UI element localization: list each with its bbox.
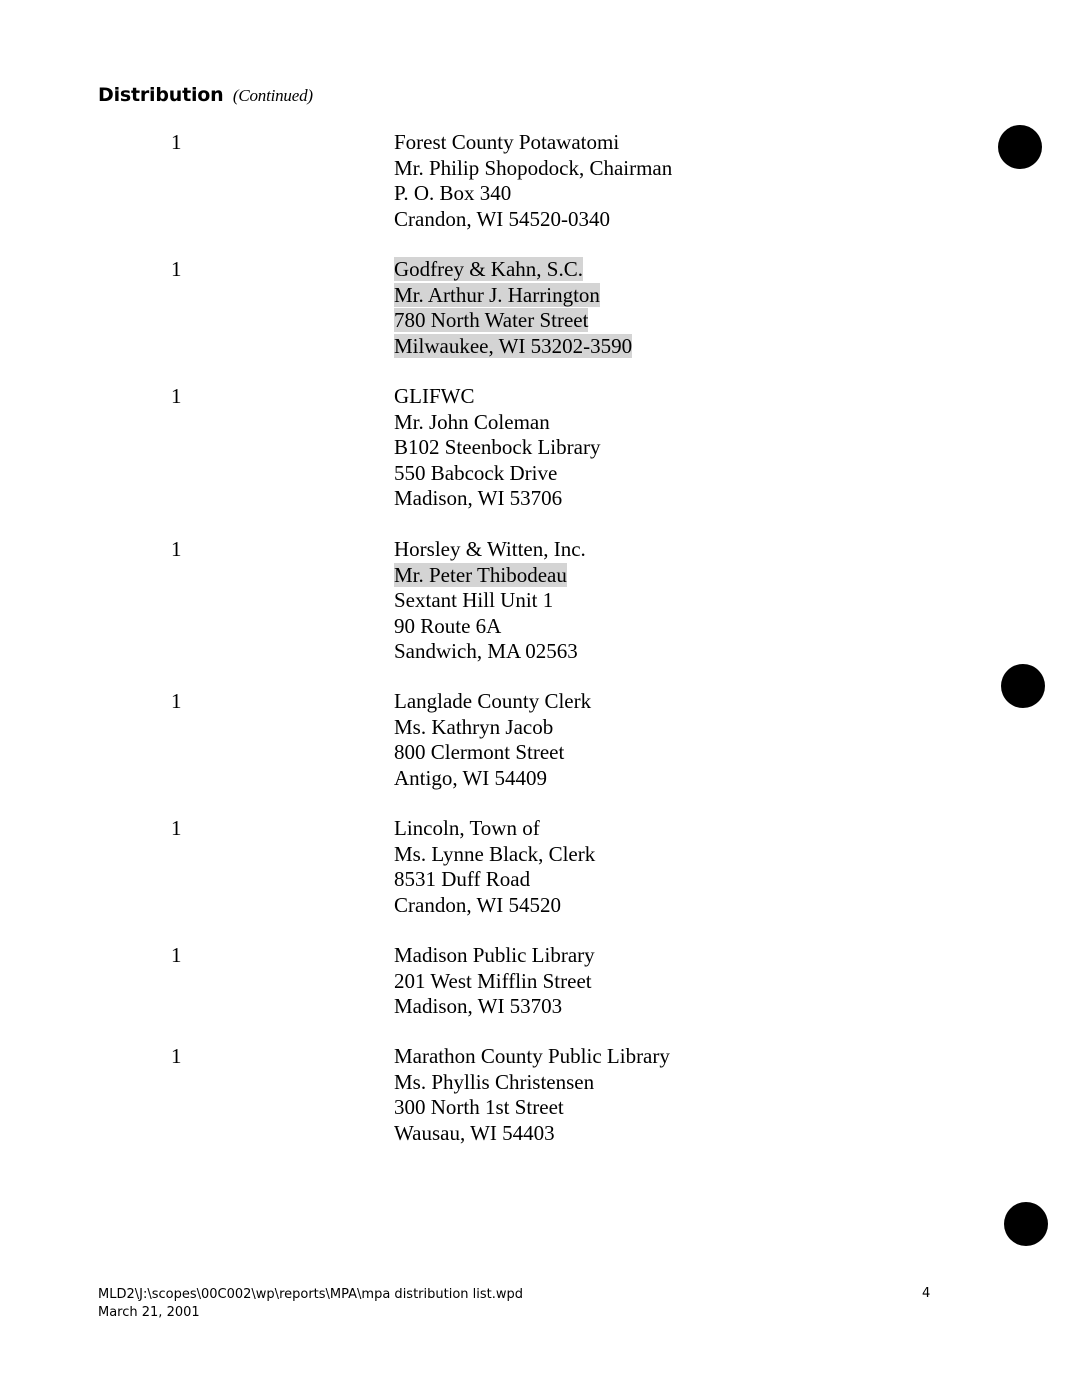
- footer: [98, 1286, 523, 1322]
- entry-quantity: 1: [171, 943, 182, 967]
- address-line-text: Ms. Phyllis Christensen: [394, 1069, 595, 1094]
- address-line: [394, 1044, 670, 1070]
- address-line-text: 780 North Water Street: [394, 308, 589, 332]
- address-line: [394, 130, 672, 156]
- entry-address: [394, 537, 586, 665]
- address-line: [394, 893, 595, 919]
- address-line-text: Ms. Lynne Black, Clerk: [394, 841, 596, 866]
- punch-hole-bottom: [1004, 1202, 1048, 1246]
- address-line-text: Mr. Arthur J. Harrington: [394, 282, 600, 307]
- address-line-text: 550 Babcock Drive: [394, 460, 558, 485]
- entry-address: [394, 130, 672, 232]
- address-line: [394, 181, 672, 207]
- address-line-text: Mr. Peter Thibodeau: [394, 562, 567, 587]
- entry-quantity: 1: [171, 689, 182, 713]
- address-line: [394, 994, 595, 1020]
- address-line: [394, 816, 595, 842]
- entry-address: [394, 384, 600, 512]
- address-line: [394, 207, 672, 233]
- section-heading: [98, 84, 313, 106]
- address-line: [394, 486, 600, 512]
- entry-quantity: 1: [171, 130, 182, 154]
- address-line-text: Madison, WI 53703: [394, 994, 563, 1018]
- entry-address: [394, 816, 595, 918]
- entry-quantity: 1: [171, 384, 182, 408]
- entry-address: [394, 689, 591, 791]
- address-line-text: Godfrey & Kahn, S.C.: [394, 257, 583, 281]
- address-line-text: Langlade County Clerk: [394, 689, 592, 713]
- footer-date: March 21, 2001: [98, 1305, 200, 1320]
- address-line: [394, 1070, 670, 1096]
- address-line-text: Sandwich, MA 02563: [394, 639, 578, 663]
- address-line: [394, 943, 595, 969]
- address-line: [394, 689, 591, 715]
- address-line-text: Antigo, WI 54409: [394, 765, 548, 790]
- address-line-text: 300 North 1st Street: [394, 1095, 564, 1119]
- entry-quantity: 1: [171, 1044, 182, 1068]
- punch-hole-middle: [1001, 664, 1045, 708]
- address-line: [394, 588, 586, 614]
- address-line: [394, 867, 595, 893]
- address-line: [394, 969, 595, 995]
- address-line: [394, 537, 586, 563]
- address-line: [394, 308, 632, 334]
- entry-address: [394, 1044, 670, 1146]
- address-line-text: Sextant Hill Unit 1: [394, 588, 554, 612]
- address-line: [394, 614, 586, 640]
- address-line: [394, 334, 632, 360]
- entry-quantity: 1: [171, 257, 182, 281]
- heading-title: Distribution: [98, 84, 224, 106]
- entry-address: [394, 943, 595, 1020]
- address-line-text: Crandon, WI 54520: [394, 892, 562, 917]
- address-line-text: 800 Clermont Street: [394, 740, 565, 764]
- address-line-text: Crandon, WI 54520-0340: [394, 206, 610, 231]
- address-line: [394, 1095, 670, 1121]
- entry-address: [394, 257, 632, 359]
- address-line-text: Madison Public Library: [394, 943, 595, 967]
- address-line: [394, 435, 600, 461]
- address-line: [394, 842, 595, 868]
- address-line-text: Ms. Kathryn Jacob: [394, 714, 554, 739]
- address-line-text: B102 Steenbock Library: [394, 435, 601, 459]
- address-line: [394, 257, 632, 283]
- address-line: [394, 766, 591, 792]
- address-line: [394, 283, 632, 309]
- address-line-text: Wausau, WI 54403: [394, 1120, 555, 1145]
- address-line-text: Mr. John Coleman: [394, 409, 550, 434]
- punch-hole-top: [998, 125, 1042, 169]
- address-line: [394, 1121, 670, 1147]
- heading-continued: (Continued): [232, 86, 313, 105]
- address-line-text: 201 West Mifflin Street: [394, 968, 592, 993]
- address-line: [394, 410, 600, 436]
- address-line-text: Mr. Philip Shopodock, Chairman: [394, 155, 673, 180]
- address-line-text: Milwaukee, WI 53202-3590: [394, 333, 633, 358]
- address-line: [394, 461, 600, 487]
- address-line-text: GLIFWC: [394, 384, 475, 408]
- address-line-text: Horsley & Witten, Inc.: [394, 537, 586, 561]
- address-line-text: Forest County Potawatomi: [394, 130, 620, 154]
- address-line-text: Lincoln, Town of: [394, 816, 540, 840]
- entry-quantity: 1: [171, 816, 182, 840]
- address-line-text: 8531 Duff Road: [394, 867, 531, 891]
- address-line: [394, 740, 591, 766]
- address-line-text: Marathon County Public Library: [394, 1044, 670, 1068]
- address-line-text: 90 Route 6A: [394, 613, 502, 638]
- page-number: 4: [922, 1286, 931, 1301]
- address-line: [394, 563, 586, 589]
- address-line: [394, 715, 591, 741]
- address-line: [394, 639, 586, 665]
- footer-file-path: MLD2\J:\scopes\00C002\wp\reports\MPA\mpa distribution list.wpd: [98, 1287, 524, 1302]
- address-line: [394, 384, 600, 410]
- address-line-text: P. O. Box 340: [394, 181, 512, 205]
- address-line-text: Madison, WI 53706: [394, 486, 563, 510]
- entry-quantity: 1: [171, 537, 182, 561]
- address-line: [394, 156, 672, 182]
